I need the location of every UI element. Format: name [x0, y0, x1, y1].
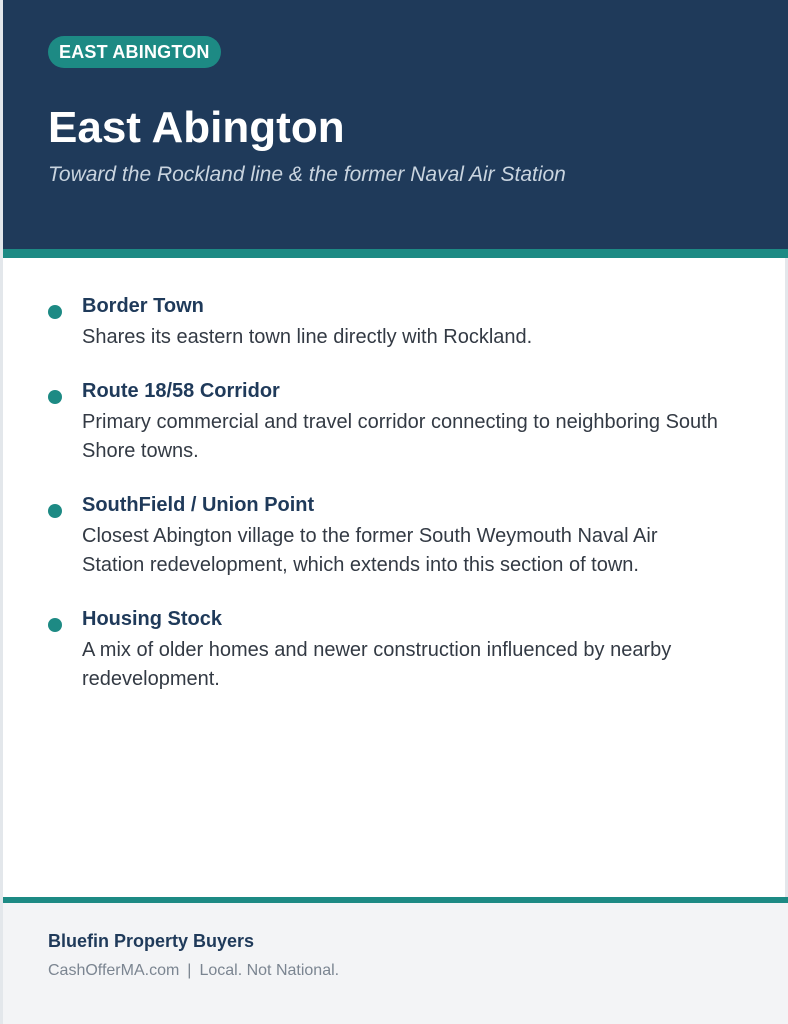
company-name: Bluefin Property Buyers — [48, 931, 255, 951]
feature-description: Primary commercial and travel corridor connecting to neighboring South Shore towns. — [82, 411, 718, 462]
page-subtitle: Toward the Rockland line & the former Naval Air Station — [48, 163, 566, 186]
page-title: East Abington — [48, 103, 345, 152]
feature-item-housing-stock — [3, 604, 788, 694]
feature-description: Shares its eastern town line directly with Rockland. — [82, 326, 533, 348]
bullet-dot-icon — [48, 504, 62, 518]
location-badge: EAST ABINGTON — [48, 36, 221, 68]
bullet-dot-icon — [48, 618, 62, 632]
feature-title: Border Town — [82, 295, 204, 317]
feature-list — [3, 291, 788, 718]
website-link[interactable]: CashOfferMA.com — [48, 962, 180, 979]
bullet-dot-icon — [48, 390, 62, 404]
bullet-dot-icon — [48, 305, 62, 319]
feature-item-border-town — [3, 291, 788, 352]
header-banner — [3, 0, 788, 249]
footer-separator: | — [187, 962, 192, 979]
footer-tagline — [48, 960, 339, 982]
header-divider — [3, 249, 788, 258]
feature-description: A mix of older homes and newer construction influenced by nearby redevelopment. — [82, 639, 672, 690]
feature-description: Closest Abington village to the former South Weymouth Naval Air Station redevelopment, which extends into this section of town. — [82, 525, 658, 576]
slogan: Local. Not National. — [199, 962, 340, 979]
feature-title: Housing Stock — [82, 608, 223, 630]
feature-title: SouthField / Union Point — [82, 494, 315, 516]
feature-item-southfield — [3, 490, 788, 580]
feature-title: Route 18/58 Corridor — [82, 380, 280, 402]
feature-item-route-corridor — [3, 376, 788, 466]
